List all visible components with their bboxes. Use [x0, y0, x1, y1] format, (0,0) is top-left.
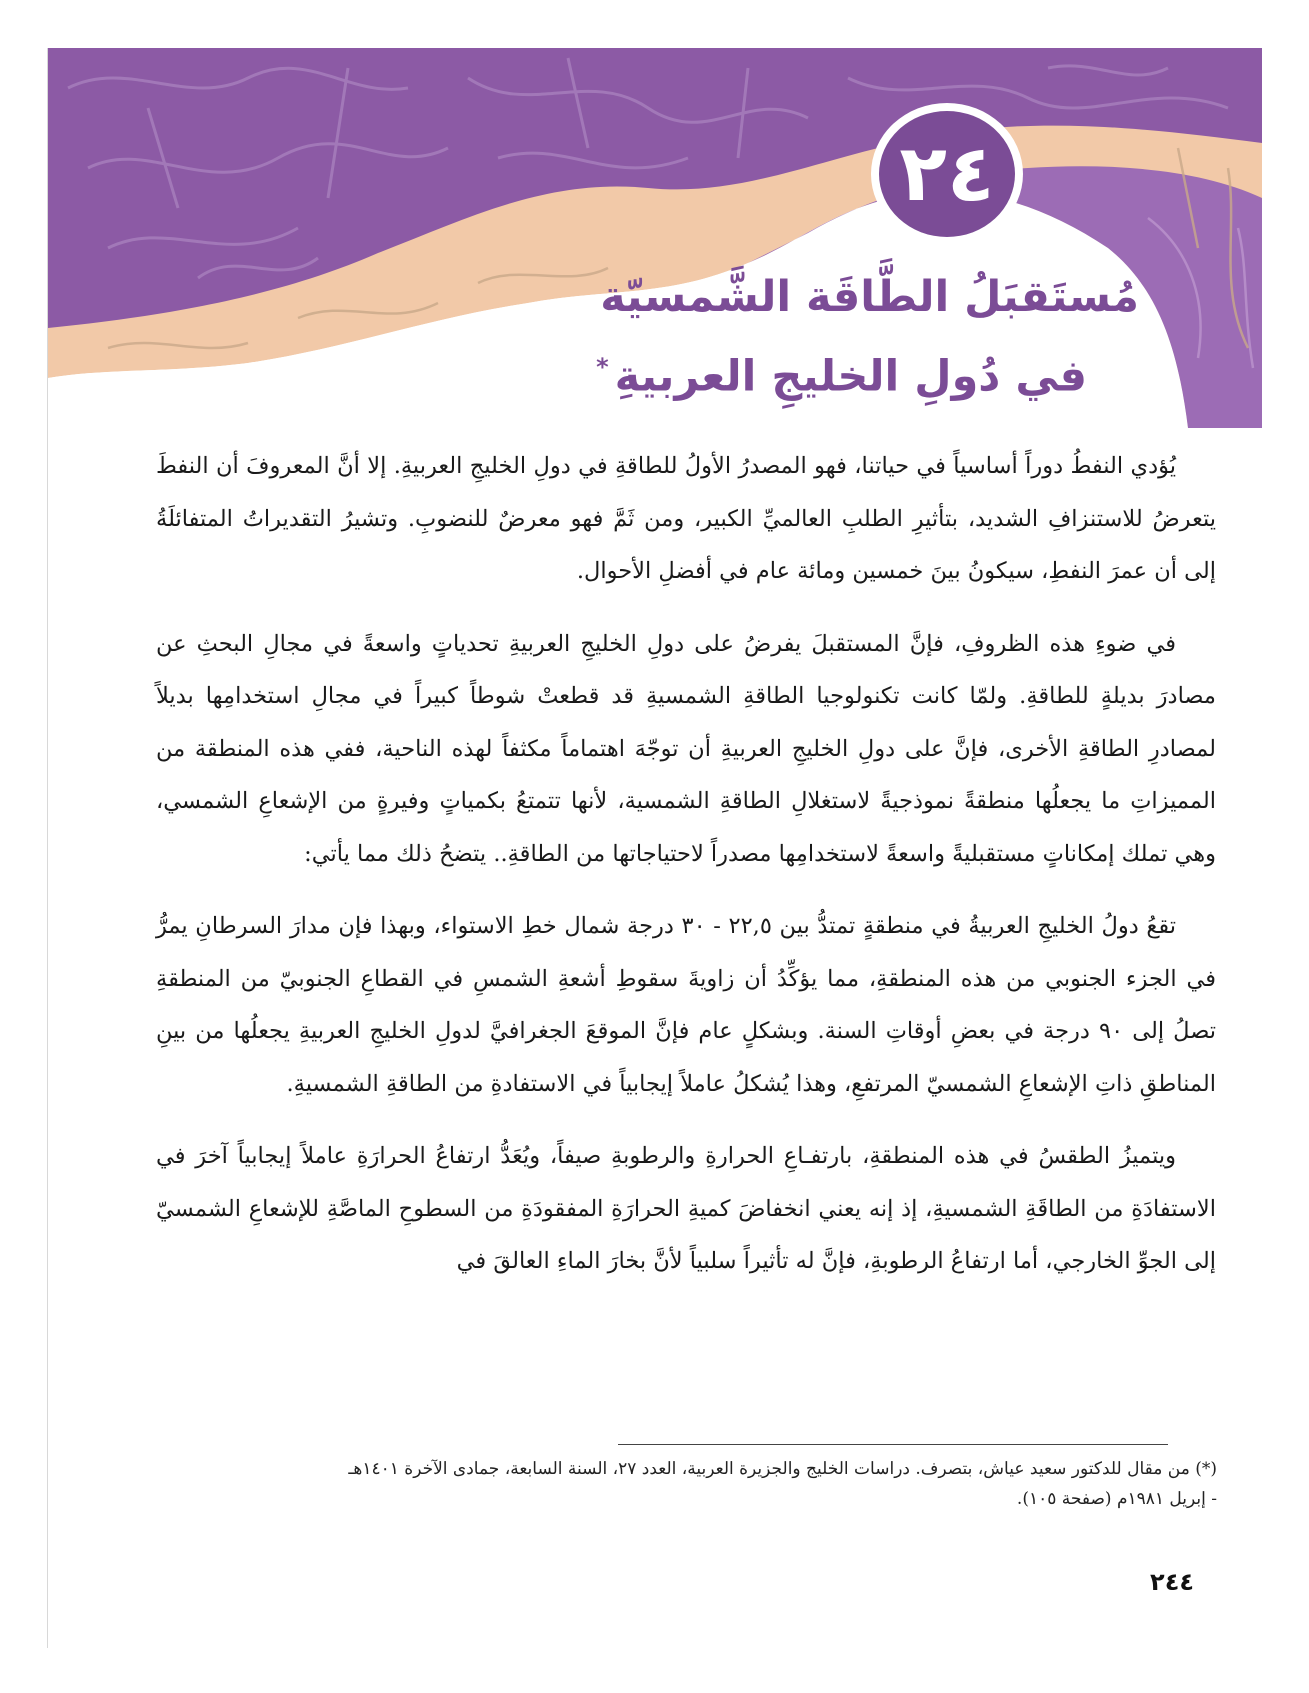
footnote — [147, 1454, 1217, 1514]
page-title — [379, 262, 1139, 411]
chapter-number: ٢٤ — [899, 129, 995, 219]
footnote-line-2: - إبريل ١٩٨١م (صفحة ١٠٥). — [1016, 1489, 1217, 1509]
page-number: ٢٤٤ — [1150, 1568, 1194, 1596]
footnote-line-1: (*) من مقال للدكتور سعيد عياش، بتصرف. دراسات الخليج والجزيرة العربية، العدد ٢٧، السنة السابعة، جمادى الآخرة ١٤٠١هـ — [348, 1459, 1217, 1479]
paragraph-3: تقعُ دولُ الخليجِ العربيةُ في منطقةٍ تمتدُّ بين ٢٢,٥ - ٣٠ درجة شمال خطِ الاستواء، وبهذا فإن مدارَ السرطانِ يمرُّ في الجزء الجنوبي من هذه المنطقةِ، مما يؤكِّدُ أن زاويةَ سقوطِ أشعةِ الشمسِ في القطاعِ الجنوبيّ من المنطقةِ تصلُ إلى ٩٠ درجة في بعضِ أوقاتِ السنة. وبشكلٍ عام فإنَّ الموقعَ الجغرافيَّ لدولِ الخليجِ العربيةِ يجعلُها من بينِ المناطقِ ذاتِ الإشعاعِ الشمسيّ المرتفعِ، وهذا يُشكلُ عاملاً إيجابياً في الاستفادةِ من الطاقةِ الشمسيةِ. — [156, 913, 1216, 1097]
footnote-divider — [618, 1444, 1168, 1445]
footnote-marker: * — [596, 353, 609, 381]
title-line-2 — [379, 332, 1139, 411]
article-body — [156, 440, 1216, 1308]
title-line-2-text: في دُولِ الخليجِ العربيةِ — [614, 351, 1087, 402]
paragraph-1: يُؤدي النفطُ دوراً أساسياً في حياتنا، فهو المصدرُ الأولُ للطاقةِ في دولِ الخليجِ العربيةِ. إلا أنَّ المعروفَ أن النفطَ يتعرضُ للاستنزافِ الشديد، بتأثيرِ الطلبِ العالميِّ الكبير، ومن ثَمَّ فهو معرضٌ للنضوبِ. وتشيرُ التقديراتُ المتفائلَةُ إلى أن عمرَ النفطِ، سيكونُ بينَ خمسين ومائة عام في أفضلِ الأحوال. — [156, 453, 1216, 584]
paragraph-2: في ضوءِ هذه الظروفِ، فإنَّ المستقبلَ يفرضُ على دولِ الخليجِ العربيةِ تحدياتٍ واسعةً في مجالِ البحثِ عن مصادرَ بديلةٍ للطاقةِ. ولمّا كانت تكنولوجيا الطاقةِ الشمسيةِ قد قطعتْ شوطاً كبيراً في مجالِ استخدامِها بديلاً لمصادرِ الطاقةِ الأخرى، فإنَّ على دولِ الخليجِ العربيةِ أن توجّهَ اهتماماً مكثفاً لهذه الناحية، ففي هذه المنطقة من المميزاتِ ما يجعلُها منطقةً نموذجيةً لاستغلالِ الطاقةِ الشمسية، لأنها تتمتعُ بكمياتٍ وفيرةٍ من الإشعاعِ الشمسي، وهي تملك إمكاناتٍ مستقبليةً واسعةً لاستخدامِها مصدراً لاحتياجاتها من الطاقةِ.. يتضحُ ذلك مما يأتي: — [156, 630, 1216, 867]
title-line-1: مُستَقبَلُ الطَّاقَة الشَّمسيّة — [600, 272, 1139, 322]
paragraph-4: ويتميزُ الطقسُ في هذه المنطقةِ، بارتفـاعِ الحرارةِ والرطوبةِ صيفاً، ويُعَدُّ ارتفاعُ الحرارَةِ عاملاً إيجابياً آخرَ في الاستفادَةِ من الطاقَةِ الشمسيةِ، إذ إنه يعني انخفاضَ كميةِ الحرارَةِ المفقودَةِ من السطوحِ الماصَّةِ للإشعاعِ الشمسيّ إلى الجوِّ الخارجي، أما ارتفاعُ الرطوبةِ، فإنَّ له تأثيراً سلبياً لأنَّ بخارَ الماءِ العالقَ في — [156, 1143, 1216, 1274]
